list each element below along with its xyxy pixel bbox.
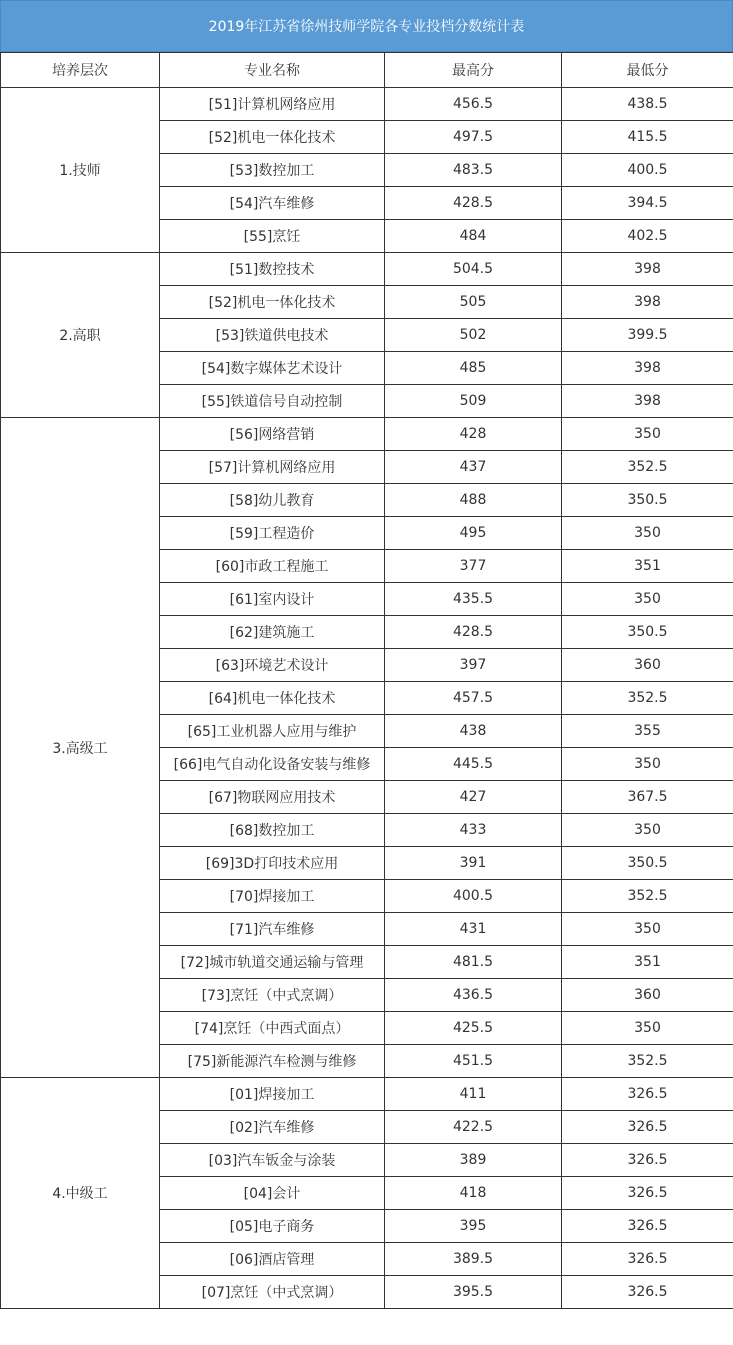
major-cell: [04]会计 <box>160 1177 385 1210</box>
major-cell: [61]室内设计 <box>160 583 385 616</box>
max-score-cell: 395.5 <box>385 1276 562 1309</box>
max-score-cell: 428.5 <box>385 616 562 649</box>
max-score-cell: 436.5 <box>385 979 562 1012</box>
max-score-cell: 504.5 <box>385 253 562 286</box>
max-score-cell: 435.5 <box>385 583 562 616</box>
min-score-cell: 350 <box>562 748 733 781</box>
max-score-cell: 391 <box>385 847 562 880</box>
min-score-cell: 350 <box>562 517 733 550</box>
major-cell: [67]物联网应用技术 <box>160 781 385 814</box>
max-score-cell: 485 <box>385 352 562 385</box>
min-score-cell: 326.5 <box>562 1078 733 1111</box>
max-score-cell: 433 <box>385 814 562 847</box>
major-cell: [53]数控加工 <box>160 154 385 187</box>
header-max-score: 最高分 <box>385 53 562 88</box>
table-row <box>1 253 733 286</box>
max-score-cell: 457.5 <box>385 682 562 715</box>
header-min-score: 最低分 <box>562 53 733 88</box>
major-cell: [72]城市轨道交通运输与管理 <box>160 946 385 979</box>
min-score-cell: 350.5 <box>562 616 733 649</box>
major-cell: [52]机电一体化技术 <box>160 121 385 154</box>
min-score-cell: 351 <box>562 946 733 979</box>
max-score-cell: 483.5 <box>385 154 562 187</box>
major-cell: [51]数控技术 <box>160 253 385 286</box>
major-cell: [05]电子商务 <box>160 1210 385 1243</box>
max-score-cell: 428 <box>385 418 562 451</box>
major-cell: [62]建筑施工 <box>160 616 385 649</box>
major-cell: [51]计算机网络应用 <box>160 88 385 121</box>
level-cell: 2.高职 <box>1 253 160 418</box>
header-level: 培养层次 <box>1 53 160 88</box>
header-major: 专业名称 <box>160 53 385 88</box>
major-cell: [55]铁道信号自动控制 <box>160 385 385 418</box>
max-score-cell: 484 <box>385 220 562 253</box>
min-score-cell: 352.5 <box>562 682 733 715</box>
min-score-cell: 398 <box>562 352 733 385</box>
max-score-cell: 481.5 <box>385 946 562 979</box>
major-cell: [54]数字媒体艺术设计 <box>160 352 385 385</box>
score-table <box>0 52 733 1309</box>
max-score-cell: 411 <box>385 1078 562 1111</box>
table-row <box>1 88 733 121</box>
max-score-cell: 456.5 <box>385 88 562 121</box>
min-score-cell: 350.5 <box>562 484 733 517</box>
min-score-cell: 415.5 <box>562 121 733 154</box>
min-score-cell: 398 <box>562 385 733 418</box>
max-score-cell: 389 <box>385 1144 562 1177</box>
min-score-cell: 400.5 <box>562 154 733 187</box>
major-cell: [75]新能源汽车检测与维修 <box>160 1045 385 1078</box>
major-cell: [53]铁道供电技术 <box>160 319 385 352</box>
min-score-cell: 398 <box>562 253 733 286</box>
major-cell: [52]机电一体化技术 <box>160 286 385 319</box>
level-cell: 3.高级工 <box>1 418 160 1078</box>
table-body <box>1 88 733 1309</box>
major-cell: [65]工业机器人应用与维护 <box>160 715 385 748</box>
major-cell: [71]汽车维修 <box>160 913 385 946</box>
major-cell: [02]汽车维修 <box>160 1111 385 1144</box>
max-score-cell: 427 <box>385 781 562 814</box>
table-row <box>1 418 733 451</box>
min-score-cell: 351 <box>562 550 733 583</box>
min-score-cell: 350.5 <box>562 847 733 880</box>
min-score-cell: 350 <box>562 1012 733 1045</box>
header-row <box>1 53 733 88</box>
min-score-cell: 398 <box>562 286 733 319</box>
major-cell: [57]计算机网络应用 <box>160 451 385 484</box>
max-score-cell: 389.5 <box>385 1243 562 1276</box>
min-score-cell: 352.5 <box>562 451 733 484</box>
level-cell: 1.技师 <box>1 88 160 253</box>
major-cell: [64]机电一体化技术 <box>160 682 385 715</box>
major-cell: [68]数控加工 <box>160 814 385 847</box>
min-score-cell: 326.5 <box>562 1276 733 1309</box>
min-score-cell: 326.5 <box>562 1243 733 1276</box>
min-score-cell: 326.5 <box>562 1111 733 1144</box>
major-cell: [66]电气自动化设备安装与维修 <box>160 748 385 781</box>
table-title: 2019年江苏省徐州技师学院各专业投档分数统计表 <box>0 0 733 52</box>
major-cell: [74]烹饪（中西式面点） <box>160 1012 385 1045</box>
max-score-cell: 400.5 <box>385 880 562 913</box>
max-score-cell: 438 <box>385 715 562 748</box>
major-cell: [70]焊接加工 <box>160 880 385 913</box>
min-score-cell: 350 <box>562 814 733 847</box>
major-cell: [60]市政工程施工 <box>160 550 385 583</box>
major-cell: [69]3D打印技术应用 <box>160 847 385 880</box>
major-cell: [03]汽车钣金与涂装 <box>160 1144 385 1177</box>
min-score-cell: 355 <box>562 715 733 748</box>
max-score-cell: 488 <box>385 484 562 517</box>
major-cell: [01]焊接加工 <box>160 1078 385 1111</box>
max-score-cell: 377 <box>385 550 562 583</box>
level-cell: 4.中级工 <box>1 1078 160 1309</box>
min-score-cell: 438.5 <box>562 88 733 121</box>
min-score-cell: 399.5 <box>562 319 733 352</box>
min-score-cell: 367.5 <box>562 781 733 814</box>
min-score-cell: 326.5 <box>562 1177 733 1210</box>
major-cell: [58]幼儿教育 <box>160 484 385 517</box>
max-score-cell: 505 <box>385 286 562 319</box>
max-score-cell: 428.5 <box>385 187 562 220</box>
min-score-cell: 402.5 <box>562 220 733 253</box>
major-cell: [63]环境艺术设计 <box>160 649 385 682</box>
max-score-cell: 425.5 <box>385 1012 562 1045</box>
max-score-cell: 451.5 <box>385 1045 562 1078</box>
max-score-cell: 509 <box>385 385 562 418</box>
major-cell: [07]烹饪（中式烹调） <box>160 1276 385 1309</box>
min-score-cell: 352.5 <box>562 880 733 913</box>
max-score-cell: 418 <box>385 1177 562 1210</box>
min-score-cell: 326.5 <box>562 1144 733 1177</box>
min-score-cell: 352.5 <box>562 1045 733 1078</box>
max-score-cell: 497.5 <box>385 121 562 154</box>
min-score-cell: 360 <box>562 649 733 682</box>
table-row <box>1 1078 733 1111</box>
major-cell: [54]汽车维修 <box>160 187 385 220</box>
major-cell: [06]酒店管理 <box>160 1243 385 1276</box>
max-score-cell: 397 <box>385 649 562 682</box>
major-cell: [56]网络营销 <box>160 418 385 451</box>
min-score-cell: 350 <box>562 913 733 946</box>
max-score-cell: 445.5 <box>385 748 562 781</box>
max-score-cell: 431 <box>385 913 562 946</box>
max-score-cell: 495 <box>385 517 562 550</box>
max-score-cell: 422.5 <box>385 1111 562 1144</box>
major-cell: [55]烹饪 <box>160 220 385 253</box>
min-score-cell: 350 <box>562 583 733 616</box>
min-score-cell: 350 <box>562 418 733 451</box>
major-cell: [59]工程造价 <box>160 517 385 550</box>
max-score-cell: 437 <box>385 451 562 484</box>
max-score-cell: 502 <box>385 319 562 352</box>
max-score-cell: 395 <box>385 1210 562 1243</box>
min-score-cell: 360 <box>562 979 733 1012</box>
min-score-cell: 326.5 <box>562 1210 733 1243</box>
major-cell: [73]烹饪（中式烹调） <box>160 979 385 1012</box>
min-score-cell: 394.5 <box>562 187 733 220</box>
